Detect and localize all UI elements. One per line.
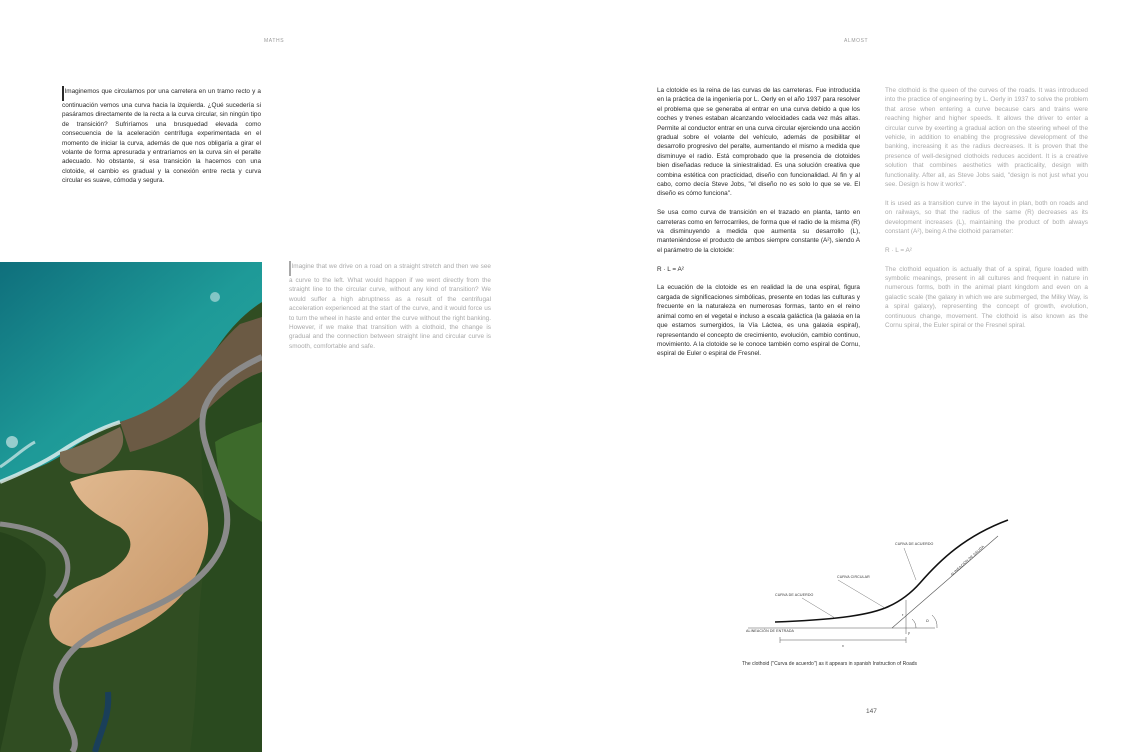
label-omega: Ω bbox=[926, 619, 929, 623]
clothoid-curve bbox=[775, 520, 1008, 622]
label-curva-acuerdo-top: CURVA DE ACUERDO bbox=[895, 542, 934, 546]
spanish-paragraph: Se usa como curva de transición en el trazado en planta, tanto en carreteras como en ferrocarriles, de forma que el radio de la misma (R) va disminuyendo a medida que aumenta su desarrollo (L), manteniéndose el producto de ambos siempre constante (A²), siendo A el parámetro de la clotoide: bbox=[657, 209, 860, 254]
english-paragraph: The clothoid equation is actually that of a spiral, figure loaded with symbolic meanings, present in all cultures and frequent in nature in numerous forms, both in the animal plant kingdom and even on a galactic scale (the galaxy in which we are submerged, the Milky Way, is a spiral galaxy), representing the concept of growth, evolution, continuous change, movement. The clothoid is also known as the Cornu spiral, the Euler spiral or the Fresnel spiral. bbox=[885, 265, 1088, 330]
spanish-body-column bbox=[657, 86, 860, 368]
tau-angle-arc bbox=[912, 619, 916, 628]
running-head-right: ALMOST bbox=[844, 38, 869, 44]
english-formula: R · L = A² bbox=[885, 246, 912, 254]
english-intro-column bbox=[289, 261, 491, 361]
english-intro-text: Imagine that we drive on a road on a straight stretch and then we see a curve to the left. What would happen if we went directly from the straight line to the circular curve, without any kind of transition? We would suffer a high abruptness as a result of the centrifugal acceleration experienced at the start of the curve, and it would force us to turn the wheel in haste and enter the curve without the right banking. However, if we make that transition with a clothoid, the change is gradual and the connection between straight line and circular curve is smooth, comfortable and safe. bbox=[289, 263, 491, 350]
spanish-paragraph: La ecuación de la clotoide es en realidad la de una espiral, figura cargada de significaciones simbólicas, presente en todas las culturas y frecuente en la naturaleza en numerosas formas, tanto en el reino animal como en el vegetal e incluso a escala galáctica (la galaxia en la que estamos sumergidos, la Vía Láctea, es una galaxia espiral), representando el concepto de crecimiento, evolución, cambio continuo, movimiento. A la clotoide se le conoce también como espiral de Cornu, espiral de Euler o espiral de Fresnel. bbox=[657, 284, 860, 358]
clothoid-diagram bbox=[740, 518, 1010, 666]
lead-bar bbox=[62, 86, 64, 101]
label-alineacion-entrada: ALINEACIÓN DE ENTRADA bbox=[746, 629, 795, 633]
omega-angle-arc bbox=[932, 615, 937, 628]
label-curva-circular: CURVA CIRCULAR bbox=[837, 575, 870, 579]
english-paragraph: It is used as a transition curve in the layout in plan, both on roads and on railways, so that the radius of the same (R) decreases as its development increases (L), maintaining the product of both always constant (A²), being A the clothoid parameter: bbox=[885, 199, 1088, 236]
running-head-left: MATHS bbox=[264, 38, 285, 44]
english-body-column bbox=[885, 86, 1088, 340]
spanish-intro-text: Imaginemos que circulamos por una carretera en un tramo recto y a continuación vemos una curva hacia la izquierda. ¿Qué sucedería si pasáramos directamente de la recta a la curva circular, sin ningún tipo de transición? Sufriríamos una brusquedad elevada como consecuencia de la aceleración centrífuga experimentada en el momento de iniciar la curva, además de que nos obligaría a girar el volante de forma apresurada y entraríamos en la curva sin el peralte adecuado. No obstante, si esa transición la hacemos con una clotoide, el cambio es gradual y la conexión entre recta y curva circular es suave, cómoda y segura. bbox=[62, 88, 261, 185]
page-number: 147 bbox=[866, 708, 877, 715]
spanish-formula: R · L = A² bbox=[657, 265, 684, 273]
lead-bar bbox=[289, 261, 291, 276]
figure-caption: The clothoid ("Curva de acuerdo") as it appears in spanish Instruction of Roads bbox=[742, 661, 918, 667]
spanish-paragraph: La clotoide es la reina de las curvas de las carreteras. Fue introducida en la práctica de la ingeniería por L. Oerly en el año 1937 para resolver el problema que se generaba al entrar en una curva debido a que los coches y trenes estaban alcanzando velocidades cada vez más altas. Permite al conductor entrar en una curva circular ejerciendo una acción gradual sobre el volante del vehículo, además de posibilitar el desarrollo progresivo del peralte, aumentando el mismo a medida que disminuye el radio. Está comprobado que la presencia de clotoides bien diseñadas reduce la siniestralidad. Es una solución creativa que combina estética con practicidad, diseño con funcionalidad. Al fin y al cabo, como decía Steve Jobs, "el diseño no es solo lo que se ve. El diseño es cómo funciona". bbox=[657, 87, 860, 198]
label-tau: τ bbox=[902, 613, 904, 617]
spanish-intro-column bbox=[62, 86, 261, 195]
label-alineacion-salida: ALINEACIÓN DE SALIDA bbox=[949, 544, 986, 577]
aerial-coast-road-photo bbox=[0, 262, 262, 752]
label-y: y bbox=[908, 631, 910, 635]
label-curva-acuerdo-left: CURVA DE ACUERDO bbox=[775, 593, 814, 597]
english-paragraph: The clothoid is the queen of the curves of the roads. It was introduced into the practice of engineering by L. Oerly in 1937 to solve the problem that arose when entering a curve because cars and trains were reaching higher and higher speeds. It allows the driver to enter a circular curve by exerting a gradual action on the steering wheel of the vehicle, in addition to enabling the progressive development of the banking, increasing it as the radius decreases. It is proven that the presence of well-designed clothoids reduces accident. It is a creative solution that combines aesthetics with practicality, design with functionality. After all, as Steve Jobs said, "design is not just what you see. Design is how it works". bbox=[885, 87, 1088, 189]
label-x: x bbox=[842, 644, 844, 648]
